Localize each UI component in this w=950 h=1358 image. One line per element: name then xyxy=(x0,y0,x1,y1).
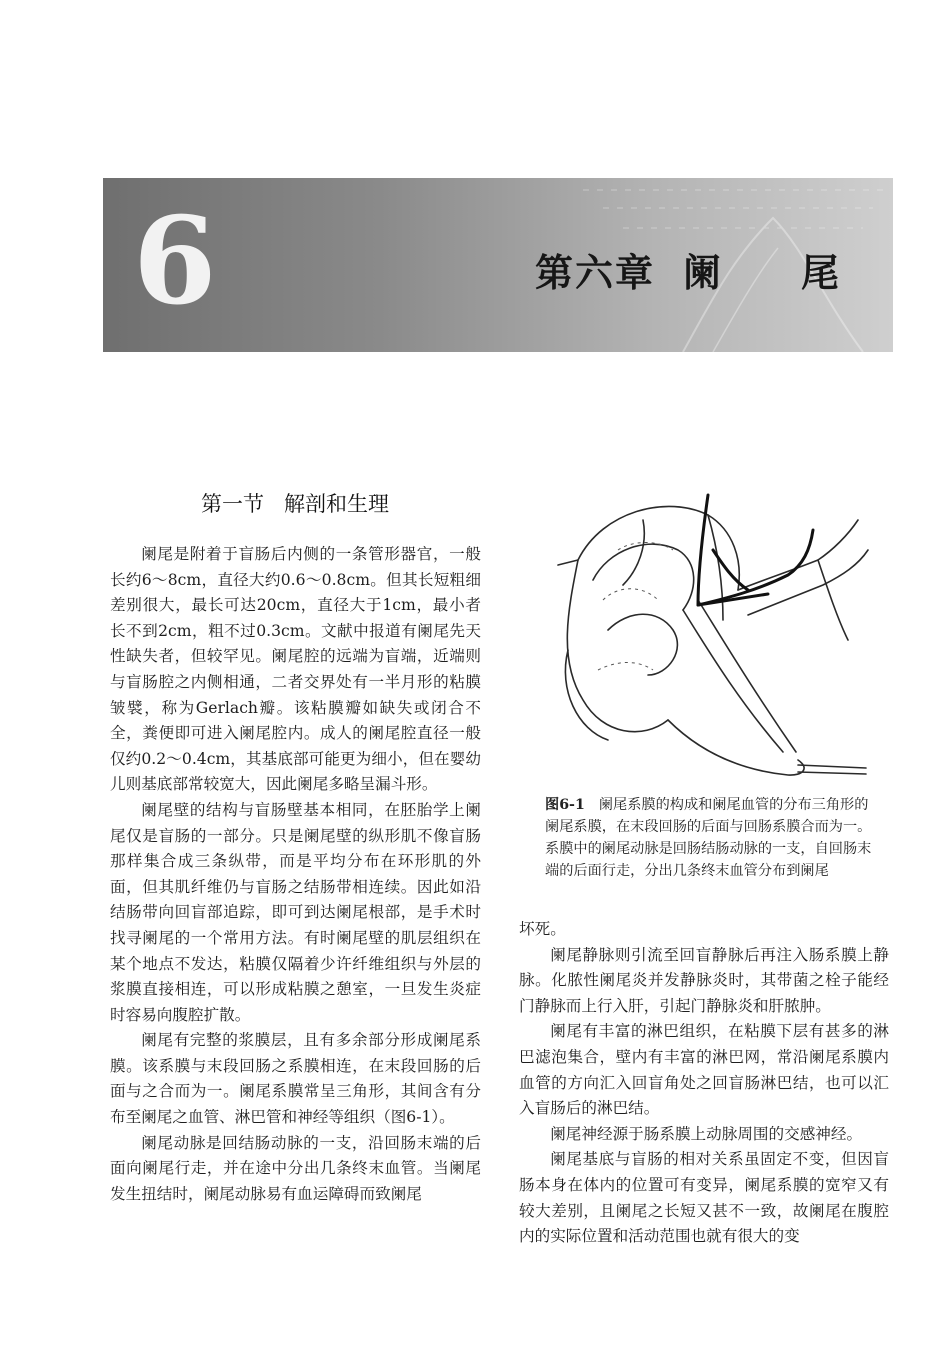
paragraph: 阑尾有完整的浆膜层，且有多余部分形成阑尾系膜。该系膜与末段回肠之系膜相连，在末段回肠的后面与之合而为一。阑尾系膜常呈三角形，其间含有分布至阑尾之血管、淋巴管和神经等组织（图6-1）。 xyxy=(110,1031,481,1127)
paragraph: 阑尾动脉是回结肠动脉的一支，沿回肠末端的后面向阑尾行走，并在途中分出几条终末血管。当阑尾发生扭结时，阑尾动脉易有血运障碍而致阑尾 xyxy=(110,1133,481,1203)
chapter-number: 6 xyxy=(133,191,217,332)
figure-caption-text: 阑尾系膜的构成和阑尾血管的分布三角形的阑尾系膜，在末段回肠的后面与回肠系膜合而为一。系膜中的阑尾动脉是回肠结肠动脉的一支，自回肠末端的后面行走，分出几条终末血管分布到阑尾 xyxy=(545,797,872,879)
paragraph: 阑尾壁的结构与盲肠壁基本相同，在胚胎学上阑尾仅是盲肠的一部分。只是阑尾壁的纵形肌不像盲肠那样集合成三条纵带，而是平均分布在环形肌的外面，但其肌纤维仍与盲肠之结肠带相连续。因此如沿结肠带向回盲部追踪，即可到达阑尾根部，是手术时找寻阑尾的一个常用方法。有时阑尾壁的肌层组织在某个地点不发达，粘膜仅隔着少许纤维组织与外层的浆膜直接相连，可以形成粘膜之憩室，一旦发生炎症时容易向腹腔扩散。 xyxy=(110,800,481,1024)
appendix-mesentery-illustration xyxy=(548,490,878,786)
right-column xyxy=(519,917,889,1250)
figure-caption xyxy=(545,794,875,882)
paragraph: 坏死。 xyxy=(519,920,566,938)
paragraph: 阑尾有丰富的淋巴组织，在粘膜下层有甚多的淋巴滤泡集合，壁内有丰富的淋巴网，常沿阑尾系膜内血管的方向汇入回盲角处之回盲肠淋巴结，也可以汇入盲肠后的淋巴结。 xyxy=(519,1022,889,1118)
chapter-title-part1: 第六章 xyxy=(535,250,656,295)
paragraph: 阑尾是附着于盲肠后内侧的一条管形器官，一般长约6～8cm，直径大约0.6～0.8cm。但其长短粗细差别很大，最长可达20cm，直径大于1cm，最小者长不到2cm，粗不过0.3cm。文献中报道有阑尾先天性缺失者，但较罕见。阑尾腔的远端为盲端，近端则与盲肠腔之内侧相通，二者交界处有一半月形的粘膜皱襞，称为Gerlach瓣。该粘膜瓣如缺失或闭合不全，粪便即可进入阑尾腔内。成人的阑尾腔直径一般仅约0.2～0.4cm，其基底部可能更为细小，但在婴幼儿则基底部常较宽大，因此阑尾多略呈漏斗形。 xyxy=(110,545,481,794)
chapter-title-part2: 阑 xyxy=(683,250,724,295)
chapter-banner xyxy=(103,178,893,352)
section-title xyxy=(110,488,480,518)
chapter-title xyxy=(535,242,841,297)
section-title-number: 第一节 xyxy=(201,492,264,516)
paragraph: 阑尾神经源于肠系膜上动脉周围的交感神经。 xyxy=(550,1124,863,1143)
chapter-title-part3: 尾 xyxy=(801,250,842,295)
left-column xyxy=(110,542,481,1207)
paragraph: 阑尾静脉则引流至回盲静脉后再注入肠系膜上静脉。化脓性阑尾炎并发静脉炎时，其带菌之栓子能经门静脉而上行入肝，引起门静脉炎和肝脓肿。 xyxy=(519,945,889,1015)
figure-label: 图6-1 xyxy=(545,797,585,813)
paragraph: 阑尾基底与盲肠的相对关系虽固定不变，但因盲肠本身在体内的位置可有变异，阑尾系膜的宽窄又有较大差别，且阑尾之长短又甚不一致，故阑尾在腹腔内的实际位置和活动范围也就有很大的变 xyxy=(519,1150,889,1246)
section-title-text: 解剖和生理 xyxy=(284,492,389,516)
